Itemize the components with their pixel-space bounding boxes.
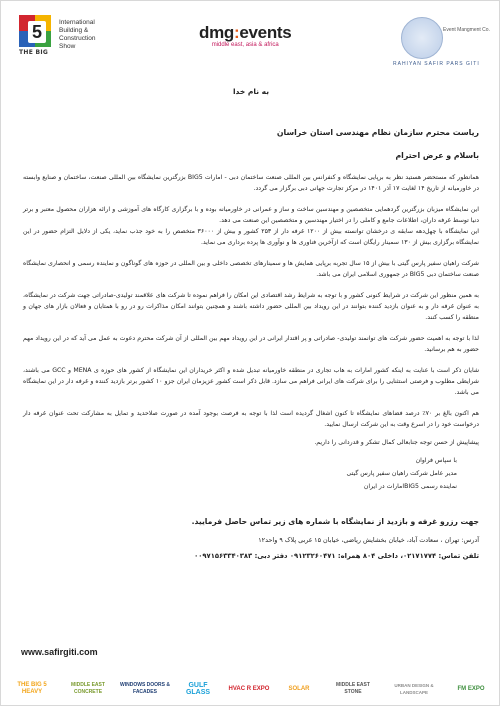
signature-block [23, 454, 457, 493]
logo-windows-text: WINDOWS DOORS & FACADES [120, 682, 170, 695]
big-logo-label: THE BIG [19, 49, 49, 56]
big-show-title [59, 19, 96, 51]
website-link[interactable]: www.safirgiti.com [21, 647, 98, 657]
footer-logo-urban [387, 677, 441, 701]
footer-logo-concrete [63, 677, 113, 701]
closing-line: پیشاپیش از حسن توجه جنابعالی کمال تشکر و قدردانی را داریم. [314, 439, 479, 446]
paragraph-6: لذا با توجه به اهمیت حضور شرکت های توانمند تولیدی- صادراتی و پر اقتدار ایرانی در این رویداد مهم بین المللی از آن شرکت محترم دعوت به عمل می آید که در این رویداد مهم حضور به هم برسانید. [23, 335, 479, 353]
paragraph-7: شایان ذکر است با عنایت به اینکه کشور امارات به هاب تجاری در منطقه خاورمیانه تبدیل شده و اکثر خریداران این نمایشگاه از کشور های حوزه ی MENA و GCC می باشند، شرایطی مطلوب و فرصتی استثنایی را برای شرکت های ایرانی فراهم می سازد. قابل ذکر است کشور عزیزمان ایران جزو ۱۰ کشور برتر بازدید کننده و غرفه دار در این نمایشگاه می باشد. [23, 367, 480, 396]
footer-logo-strip [1, 673, 500, 705]
footer-logo-solar [279, 677, 319, 701]
footer-logo-stone [327, 677, 379, 701]
big-line-4: Show [59, 43, 76, 50]
contact-phones: تلفن تماس: ۰۲۱۷۱۷۷۴، داخلی ۸۰۴ همراه: ۰۹۱۲۳۲۶۰۴۷۱ دفتر دبی: ۰۰۹۷۱۵۶۳۳۴۰۳۸۳ [194, 552, 479, 560]
logo-urban-text: URBAN DESIGN & LANDSCAPE [394, 683, 434, 695]
logo-glass-text: GULF GLASS [185, 682, 211, 696]
footer-logo-fm-expo [449, 677, 493, 701]
footer-logo-heavy [9, 677, 55, 701]
paragraph-4: شرکت راهیان سفیر پارس گیتی با بیش از ۱۵ سال تجربه برپایی همایش ها و سمینارهای تخصصی داخلی و بین المللی در حوزه های گوناگون و نماینده رسمی و انحصاری نمایشگاه صنعت ساختمان دبی BIG5 در جمهوری اسلامی ایران می باشد. [23, 260, 479, 278]
letterhead [1, 9, 500, 69]
dmg-wordmark [199, 23, 291, 43]
agency-name: Event Mangment Co. [443, 27, 490, 33]
big-line-3: Construction [59, 35, 96, 42]
basmala: به نام خدا [232, 87, 270, 96]
logo-heavy-text: THE BIG 5 HEAVY [17, 682, 47, 695]
dmg-subtitle: middle east, asia & africa [211, 42, 279, 48]
footer-logo-windows [119, 677, 171, 701]
dmg-events: events [239, 23, 292, 42]
agency-logo [393, 15, 493, 71]
contact-heading: جهت رزرو غرفه و بازدید از نمایشگاه با شماره های زیر تماس حاصل فرمایید. [191, 517, 479, 526]
logo-solar-text: SOLAR [288, 685, 310, 692]
dmg-name: dmg [199, 23, 234, 42]
agency-band: RAHIYAN SAFIR PARS GITI [393, 61, 480, 67]
paragraph-8: هم اکنون بالغ بر ۷۰٪ درصد فضاهای نمایشگاه تا کنون اشغال گردیده است لذا با توجه به فرصت بوجود آمده در صورت صلاحدید و تمایل به مشارکت تحت عنوان غرفه دار درخواست خود را در اسرع وقت به این شرکت ارسال نمایید. [23, 410, 479, 428]
big-line-1: International [59, 19, 95, 26]
dmg-events-logo [199, 23, 291, 48]
letter-body [23, 81, 479, 560]
addressee: ریاست محترم سازمان نظام مهندسی استان خراسان [276, 128, 479, 137]
paragraph-5: به همین منظور این شرکت در شرایط کنونی کشور و با توجه به شرایط رشد اقتصادی این امکان را فراهم نموده تا شرکت های علاقمند تولیدی-صادراتی جهت شرکت در نمایشگاه، به عنوان غرفه دار و به عنوان بازدید کننده بتوانند در این رویداد بین المللی حضور داشته باشند و همچنین بتوانند امکان مذاکرات رو در رو با همتایان و فعالان بازار های جهان و منطقه را کسب کنند. [23, 292, 479, 321]
contact-address: آدرس: تهران ، سعادت آباد، خیابان بخشایش ریاضی، خیابان ۱۵ غربی پلاک ۹ واحد۱۲ [258, 536, 479, 544]
paragraph-3: این نمایشگاه با چهل‌دهه سابقه ی درخشان توانسته بیش از ۱۲۰۰ غرفه دار از ۲۵۳ کشور و بیش از ۳۶۰۰۰ متخصص را به خود جذب نماید، یکی از دلایل التزام حضور در این نمایشگاه برگزاری بیش از ۱۳۰ سمینار رایگان است که ازآخرین فناوری ها و نوآوری ها پرده برداری می نماید. [23, 228, 479, 246]
signature-line-2: مدیر عامل شرکت راهیان سفیر پارس گیتی [346, 470, 457, 477]
logo-concrete-text: MIDDLE EAST CONCRETE [71, 682, 105, 695]
greeting: باسلام و عرض احترام [395, 151, 479, 160]
logo-stone-text: MIDDLE EAST STONE [336, 682, 370, 695]
paragraph-1: همانطور که مستحضر هستید نظر به برپایی نمایشگاه و کنفرانس بین المللی صنعت ساختمان دبی - امارات BIG5 بزرگترین نمایشگاه بین المللی صنعت، ساختمان و صنایع وابسته در خاورمیانه از تاریخ ۱۴ لغایت ۱۷ آذر ۱۴۰۱ در مرکز تجارت جهانی دبی برگزار می گردد. [23, 174, 479, 192]
footer-logo-gulf-glass [177, 677, 219, 701]
footer-logo-hvac [227, 677, 271, 701]
logo-five-mark: 5 [28, 21, 46, 43]
big-line-2: Building & [59, 27, 89, 34]
signature-line-3: نماینده رسمی BIG5امارات در ایران [363, 483, 457, 490]
signature-line-1: با سپاس فراوان [415, 457, 457, 464]
logo-fm-text: FM EXPO [457, 685, 485, 692]
dmg-colon: : [233, 23, 240, 42]
globe-icon [401, 17, 443, 59]
paragraph-2: این نمایشگاه میزبان بزرگترین گردهمایی متخصصین و مهندسین ساخت و ساز و عمرانی در خاورمیانه بوده و با برگزاری کارگاه های آموزشی و ارائه هزاران محصول معتبر و برتر دنیا توسط غرفه داران، اطلاعات جامع و کاملی را در اختیار مهندسین و متخصصین این صنعت می دهد. [23, 206, 479, 224]
logo-hvac-text: HVAC R EXPO [228, 685, 270, 692]
